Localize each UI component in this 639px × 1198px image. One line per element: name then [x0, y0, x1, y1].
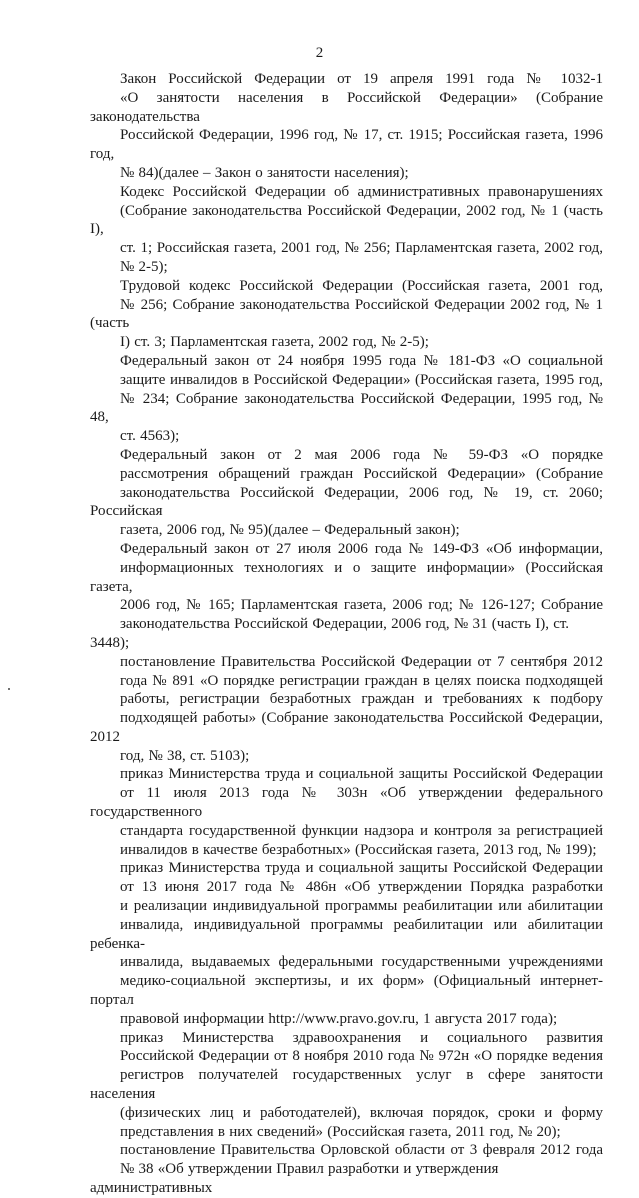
text-line: ст. 4563); — [120, 428, 180, 445]
text-line: от 13 июня 2017 года № 486н «Об утверждении Порядка разработки — [120, 879, 603, 896]
text-line: Кодекс Российской Федерации об административных правонарушениях — [120, 183, 603, 200]
text-line: № 38 «Об утверждении Правил разработки и утверждения административных — [90, 1161, 499, 1197]
text-line: законодательства Российской Федерации, 2006 год, № 31 (часть I), ст. 3448); — [90, 616, 570, 651]
text-line: защите инвалидов в Российской Федерации» (Российская газета, 1995 год, — [120, 371, 603, 388]
text-line: подходящей работы» (Собрание законодательства Российской Федерации, 2012 — [90, 710, 603, 745]
text-line: инвалида, выдаваемых федеральными государственными учреждениями — [120, 954, 603, 971]
text-line: № 234; Собрание законодательства Российской Федерации, 1995 год, № 48, — [90, 390, 603, 426]
text-line: инвалидов в качестве безработных» (Российская газета, 2013 год, № 199); — [120, 841, 597, 858]
text-line: законодательства Российской Федерации, 2006 год, № 19, ст. 2060; Российская — [90, 484, 603, 520]
text-line: (Собрание законодательства Российской Федерации, 2002 год, № 1 (часть I), — [90, 202, 603, 238]
text-line: (физических лиц и работодателей), включая порядок, сроки и форму — [120, 1104, 603, 1121]
text-line: от 11 июля 2013 года № 303н «Об утверждении федерального государственного — [90, 785, 603, 821]
text-line: постановление Правительства Орловской области от 3 февраля 2012 года — [120, 1142, 603, 1159]
text-line: «О занятости населения в Российской Федерации» (Собрание законодательства — [90, 89, 603, 125]
text-line: Российской Федерации от 8 ноября 2010 года № 972н «О порядке ведения — [120, 1048, 603, 1065]
paragraph — [90, 352, 603, 446]
paragraph — [90, 1141, 603, 1197]
text-line: Закон Российской Федерации от 19 апреля 1991 года № 1032-1 — [120, 71, 603, 87]
paragraph — [90, 446, 603, 540]
text-line: приказ Министерства труда и социальной защиты Российской Федерации — [120, 860, 603, 877]
text-line: рассмотрения обращений граждан Российской Федерации» (Собрание — [120, 465, 603, 482]
text-line: регистров получателей государственных услуг в сфере занятости населения — [90, 1067, 603, 1103]
text-line: 2006 год, № 165; Парламентская газета, 2006 год; № 126-127; Собрание — [120, 597, 603, 614]
text-line: работы, регистрации безработных граждан и требованиях к подбору — [120, 691, 603, 708]
text-line: I) ст. 3; Парламентская газета, 2002 год, № 2-5); — [120, 334, 429, 351]
text-line: № 256; Собрание законодательства Российской Федерации 2002 год, № 1 (часть — [90, 296, 603, 332]
text-line: приказ Министерства труда и социальной защиты Российской Федерации — [120, 766, 603, 783]
text-line: ст. 1; Российская газета, 2001 год, № 256; Парламентская газета, 2002 год, — [120, 240, 603, 257]
paragraph — [90, 653, 603, 766]
text-line: № 2-5); — [120, 258, 168, 275]
text-line: Федеральный закон от 27 июля 2006 года № 149-ФЗ «Об информации, — [120, 540, 603, 557]
text-line: постановление Правительства Российской Федерации от 7 сентября 2012 — [120, 653, 603, 670]
text-line: газета, 2006 год, № 95)(далее – Федеральный закон); — [120, 522, 460, 539]
text-line: Российской Федерации, 1996 год, № 17, ст. 1915; Российская газета, 1996 год, — [90, 127, 603, 163]
text-line: представления в них сведений» (Российская газета, 2011 год, № 20); — [120, 1123, 561, 1140]
paragraph — [90, 277, 603, 352]
text-line: № 84)(далее – Закон о занятости населения); — [120, 164, 409, 181]
text-line: информационных технологиях и о защите информации» (Российская газета, — [90, 559, 603, 595]
document-body — [90, 70, 603, 1198]
scan-speck — [8, 688, 10, 690]
text-line: медико-социальной экспертизы, и их форм» (Официальный интернет-портал — [90, 973, 603, 1009]
text-line: и реализации индивидуальной программы реабилитации или абилитации — [120, 898, 603, 915]
paragraph — [90, 859, 603, 1028]
paragraph — [90, 765, 603, 859]
paragraph — [90, 1029, 603, 1142]
text-line: года № 891 «О порядке регистрации граждан в целях поиска подходящей — [120, 672, 603, 689]
text-line: Федеральный закон от 24 ноября 1995 года № 181-ФЗ «О социальной — [120, 352, 603, 369]
text-line: год, № 38, ст. 5103); — [120, 747, 250, 764]
text-line: стандарта государственной функции надзора и контроля за регистрацией — [120, 822, 603, 839]
paragraph — [90, 183, 603, 277]
paragraph — [90, 540, 603, 653]
paragraph — [90, 70, 603, 183]
page-number: 2 — [315, 45, 324, 61]
text-line: Федеральный закон от 2 мая 2006 года № 59-ФЗ «О порядке — [120, 446, 603, 463]
text-line: Трудовой кодекс Российской Федерации (Российская газета, 2001 год, — [120, 277, 603, 294]
text-line: инвалида, индивидуальной программы реабилитации или абилитации ребенка- — [90, 916, 603, 952]
text-line: приказ Министерства здравоохранения и социального развития — [120, 1029, 603, 1046]
text-line: правовой информации http://www.pravo.gov.ru, 1 августа 2017 года); — [120, 1010, 558, 1027]
